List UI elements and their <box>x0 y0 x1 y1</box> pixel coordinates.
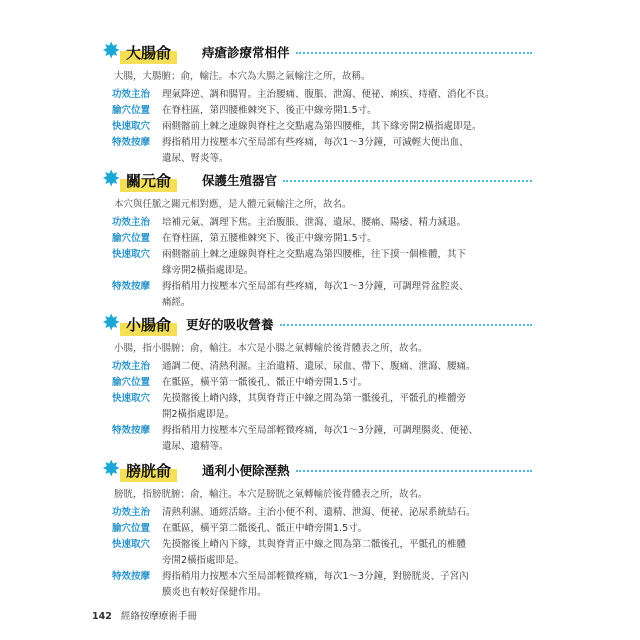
row-label: 特效按摩 <box>112 281 151 292</box>
acupoint-name: 小腸俞 <box>120 312 177 336</box>
row-text <box>162 505 532 521</box>
dotted-divider <box>280 324 532 326</box>
info-row <box>112 423 532 455</box>
row-text <box>162 375 532 391</box>
row-text-line: 理氣降逆、調和腸胃。主治腰痛、腹脹、泄瀉、便祕、痢疾、痔瘡、消化不良。 <box>162 89 495 100</box>
row-text <box>162 423 532 455</box>
row-text-line: 在脊柱區，第五腰椎棘突下、後正中線旁開1.5寸。 <box>162 233 377 244</box>
row-text-line: 拇指稍用力按壓本穴至局部有些疼痛，每次1～3分鐘，可減輕大便出血、 <box>162 137 469 148</box>
row-text-line: 遺尿、腎炎等。 <box>162 153 229 164</box>
acupoint-motto: 保護生殖器官 <box>202 173 278 188</box>
row-label: 特效按摩 <box>112 571 151 582</box>
row-text-line: 培補元氣、調理下焦。主治腹脹、泄瀉、遺尿、腰痛、陽痿、精力減退。 <box>162 217 467 228</box>
info-row <box>112 391 532 423</box>
acupoint-name: 大腸俞 <box>120 40 177 64</box>
row-label: 快速取穴 <box>112 539 151 550</box>
acupoint-name: 關元俞 <box>120 168 177 192</box>
info-row <box>112 569 532 601</box>
row-text <box>162 569 532 601</box>
info-row <box>112 375 532 391</box>
row-text-line: 兩側髂前上棘之連線與脊柱之交點處為第四腰椎，往下摸一個椎體，其下 <box>162 249 467 260</box>
row-label: 快速取穴 <box>112 249 151 260</box>
page-footer <box>92 608 197 622</box>
row-text-line: 通調二便、清熱利濕。主治遺精、遺尿、尿血、帶下、腹痛、泄瀉、腰痛。 <box>162 361 476 372</box>
row-label: 腧穴位置 <box>112 105 151 116</box>
book-title: 經絡按摩療術手冊 <box>120 611 197 622</box>
row-text-line: 清熱利濕、通經活絡。主治小便不利、遺精、泄瀉、便祕、泌尿系統結石。 <box>162 507 476 518</box>
row-text <box>162 279 532 311</box>
row-text <box>162 247 532 279</box>
acupoint-section <box>102 457 532 601</box>
row-label: 功效主治 <box>112 89 151 100</box>
row-text-line: 開2橫指處即是。 <box>162 409 235 420</box>
acupoint-intro: 膀胱，指膀胱腑；俞，輸注。本穴是膀胱之氣轉輸於後背體表之所，故名。 <box>114 489 428 500</box>
row-text-line: 膜炎也有較好保健作用。 <box>162 587 267 598</box>
info-row <box>112 359 532 375</box>
acupoint-intro: 大腸，大腸腑；俞，輸注。本穴為大腸之氣輸注之所，故稱。 <box>114 71 371 82</box>
row-text <box>162 215 532 231</box>
info-row <box>112 505 532 521</box>
row-text-line: 痛經。 <box>162 297 191 308</box>
row-label: 特效按摩 <box>112 425 151 436</box>
star-icon: ✸ <box>102 167 121 192</box>
acupoint-intro: 小腸，指小腸腑；俞，輸注。本穴是小腸之氣轉輸於後背體表之所，故名。 <box>114 343 428 354</box>
row-label: 腧穴位置 <box>112 233 151 244</box>
row-text-line: 遺尿、遺精等。 <box>162 441 229 452</box>
row-label: 快速取穴 <box>112 121 151 132</box>
row-label: 功效主治 <box>112 361 151 372</box>
row-label: 功效主治 <box>112 507 151 518</box>
star-icon: ✸ <box>102 311 121 336</box>
row-label: 功效主治 <box>112 217 151 228</box>
row-text <box>162 521 532 537</box>
info-row <box>112 537 532 569</box>
acupoint-section <box>102 167 532 311</box>
row-text <box>162 103 532 119</box>
row-label: 腧穴位置 <box>112 377 151 388</box>
info-row <box>112 215 532 231</box>
info-row <box>112 103 532 119</box>
row-label: 快速取穴 <box>112 393 151 404</box>
row-text-line: 拇指稍用力按壓本穴至局部輕微疼痛，每次1～3分鐘，可調理腸炎、便祕、 <box>162 425 479 436</box>
row-text-line: 旁開2橫指處即是。 <box>162 555 245 566</box>
row-text <box>162 135 532 167</box>
row-text <box>162 87 532 103</box>
acupoint-name: 膀胱俞 <box>120 458 177 482</box>
section-header <box>102 457 532 484</box>
row-text-line: 先摸髂後上嵴內緣，其與脊背正中線之間為第一骶後孔，平骶孔的椎體旁 <box>162 393 467 404</box>
star-icon: ✸ <box>102 457 121 482</box>
dotted-divider <box>283 180 532 182</box>
acupoint-motto: 更好的吸收營養 <box>186 317 274 332</box>
dotted-divider <box>296 52 532 54</box>
row-text-line: 拇指稍用力按壓本穴至局部有些疼痛，每次1～3分鐘，可調理骨盆腔炎、 <box>162 281 469 292</box>
row-text-line: 在脊柱區，第四腰椎棘突下、後正中線旁開1.5寸。 <box>162 105 377 116</box>
row-text-line: 在骶區，橫平第一骶後孔、骶正中嵴旁開1.5寸。 <box>162 377 368 388</box>
row-text-line: 拇指稍用力按壓本穴至局部輕微疼痛，每次1～3分鐘，對膀胱炎、子宮內 <box>162 571 469 582</box>
section-header <box>102 167 532 194</box>
row-text <box>162 231 532 247</box>
info-row <box>112 119 532 135</box>
acupoint-intro: 本穴與任脈之關元相對應，是人體元氣輸注之所，故名。 <box>114 199 352 210</box>
row-text-line: 緣旁開2橫指處即是。 <box>162 265 254 276</box>
page-number: 142 <box>92 611 112 622</box>
info-row <box>112 135 532 167</box>
star-icon: ✸ <box>102 39 121 64</box>
row-text <box>162 119 532 135</box>
info-row <box>112 279 532 311</box>
acupoint-section <box>102 311 532 455</box>
info-row <box>112 521 532 537</box>
row-label: 腧穴位置 <box>112 523 151 534</box>
row-text <box>162 537 532 569</box>
section-header <box>102 39 532 66</box>
row-text-line: 在骶區，橫平第二骶後孔、骶正中嵴旁開1.5寸。 <box>162 523 368 534</box>
row-text <box>162 359 532 375</box>
row-text-line: 先摸髂後上嵴內下緣，其與脊背正中線之間為第二骶後孔，平骶孔的椎體 <box>162 539 467 550</box>
acupoint-motto: 痔瘡診療常相伴 <box>202 45 290 60</box>
info-row <box>112 247 532 279</box>
dotted-divider <box>296 470 532 472</box>
info-row <box>112 231 532 247</box>
acupoint-motto: 通利小便除溼熱 <box>202 463 290 478</box>
acupoint-section <box>102 39 532 167</box>
section-header <box>102 311 532 338</box>
row-text-line: 兩側髂前上棘之連線與脊柱之交點處為第四腰椎，其下緣旁開2橫指處即是。 <box>162 121 482 132</box>
row-text <box>162 391 532 423</box>
info-row <box>112 87 532 103</box>
row-label: 特效按摩 <box>112 137 151 148</box>
